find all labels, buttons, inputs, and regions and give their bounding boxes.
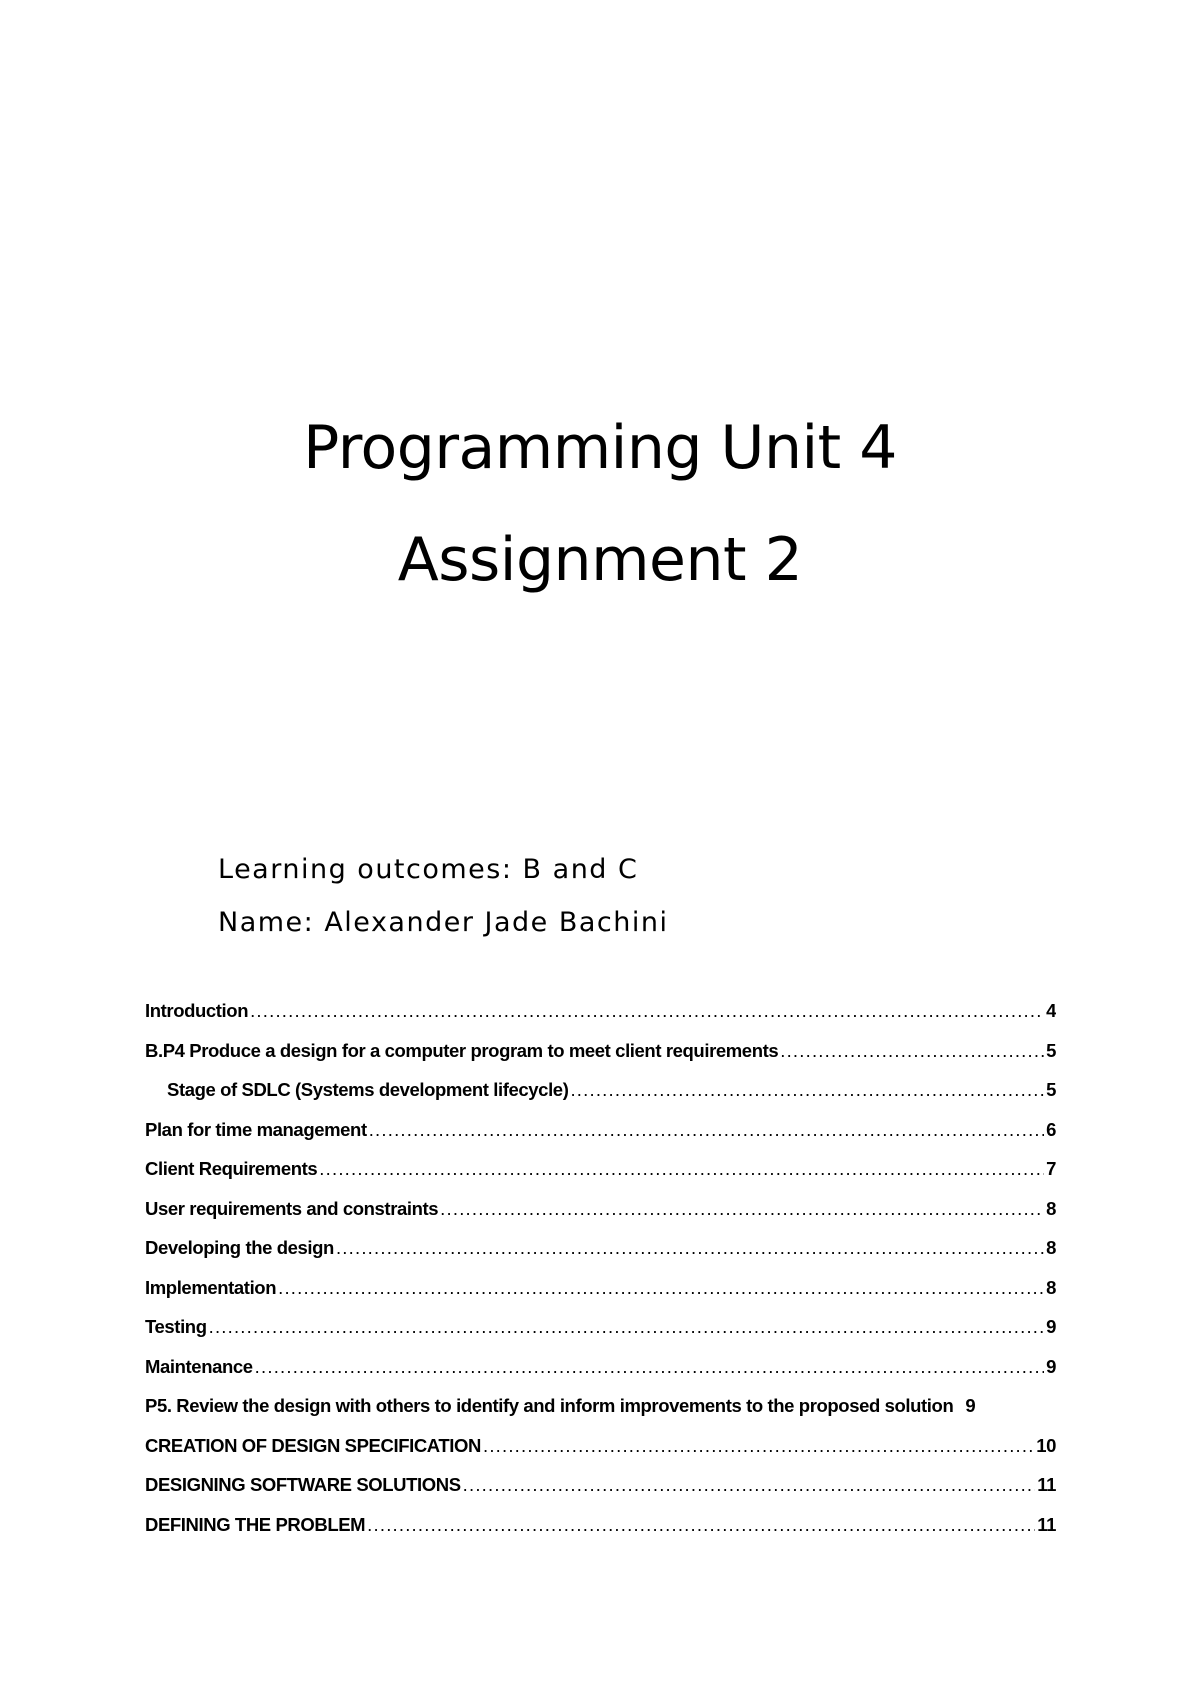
document-meta <box>218 843 669 949</box>
toc-entry[interactable] <box>145 1000 1056 1040</box>
toc-entry[interactable] <box>145 1198 1056 1238</box>
title-line-2: Assignment 2 <box>397 525 803 595</box>
toc-entry-title: DEFINING THE PROBLEM <box>145 1513 366 1535</box>
title-line-1: Programming Unit 4 <box>303 413 897 483</box>
toc-entry-page-number: 9 <box>1046 1355 1056 1377</box>
toc-entry-page-number: 10 <box>1036 1434 1056 1456</box>
toc-entry-title: Maintenance <box>145 1355 253 1377</box>
toc-entry-page-number: 5 <box>1046 1079 1056 1100</box>
toc-entry[interactable] <box>145 1237 1056 1277</box>
toc-dot-leader <box>278 1277 1044 1299</box>
toc-entry-page-number: 11 <box>1037 1513 1056 1535</box>
toc-entry[interactable] <box>145 1474 1056 1514</box>
toc-dot-leader <box>209 1316 1045 1338</box>
toc-dot-leader <box>440 1198 1044 1220</box>
table-of-contents <box>145 1000 1056 1553</box>
toc-entry[interactable] <box>145 1395 1056 1435</box>
toc-entry-title: P5. Review the design with others to identify and inform improvements to the proposed solution <box>145 1395 954 1416</box>
toc-entry-title: CREATION OF DESIGN SPECIFICATION <box>145 1434 481 1456</box>
toc-dot-leader <box>570 1079 1044 1101</box>
toc-entry-page-number: 6 <box>1046 1118 1056 1140</box>
toc-entry-title: Implementation <box>145 1276 277 1298</box>
toc-entry-page-number: 4 <box>1046 1000 1056 1021</box>
toc-entry-title: User requirements and constraints <box>145 1197 439 1219</box>
learning-outcomes: Learning outcomes: B and C <box>218 854 639 885</box>
toc-entry-page-number: 9 <box>965 1395 976 1416</box>
toc-entry[interactable] <box>145 1435 1056 1475</box>
toc-entry-title: Plan for time management <box>145 1118 367 1140</box>
toc-dot-leader <box>780 1040 1044 1062</box>
toc-entry[interactable] <box>145 1040 1056 1080</box>
toc-entry-title: Developing the design <box>145 1237 334 1258</box>
toc-entry-page-number: 8 <box>1046 1237 1056 1258</box>
toc-entry[interactable] <box>145 1119 1056 1159</box>
toc-entry-title: Testing <box>145 1316 207 1337</box>
toc-entry[interactable] <box>145 1514 1056 1554</box>
toc-entry-title: DESIGNING SOFTWARE SOLUTIONS <box>145 1474 461 1495</box>
toc-entry-page-number: 7 <box>1046 1158 1056 1179</box>
author-name: Name: Alexander Jade Bachini <box>218 907 669 938</box>
toc-entry-page-number: 11 <box>1037 1474 1056 1495</box>
toc-entry-title: Introduction <box>145 1000 249 1021</box>
toc-entry[interactable] <box>145 1079 1056 1119</box>
toc-entry-page-number: 8 <box>1046 1276 1056 1298</box>
toc-entry-title: Stage of SDLC (Systems development lifecycle) <box>167 1079 569 1100</box>
toc-dot-leader <box>463 1474 1036 1496</box>
toc-entry-page-number: 8 <box>1046 1197 1056 1219</box>
toc-entry[interactable] <box>145 1158 1056 1198</box>
toc-dot-leader <box>250 1000 1044 1022</box>
toc-entry-title: B.P4 Produce a design for a computer program to meet client requirements <box>145 1039 779 1061</box>
document-title <box>0 392 1200 616</box>
toc-entry-page-number: 9 <box>1046 1316 1056 1337</box>
toc-dot-leader <box>255 1356 1044 1378</box>
toc-entry[interactable] <box>145 1356 1056 1396</box>
toc-dot-leader <box>367 1514 1035 1536</box>
toc-entry-title: Client Requirements <box>145 1158 318 1179</box>
toc-dot-leader <box>483 1435 1034 1457</box>
toc-dot-leader <box>336 1237 1044 1259</box>
toc-entry-page-number: 5 <box>1046 1039 1056 1061</box>
toc-dot-leader <box>369 1119 1044 1141</box>
toc-dot-leader <box>319 1158 1044 1180</box>
toc-entry[interactable] <box>145 1316 1056 1356</box>
toc-entry[interactable] <box>145 1277 1056 1317</box>
